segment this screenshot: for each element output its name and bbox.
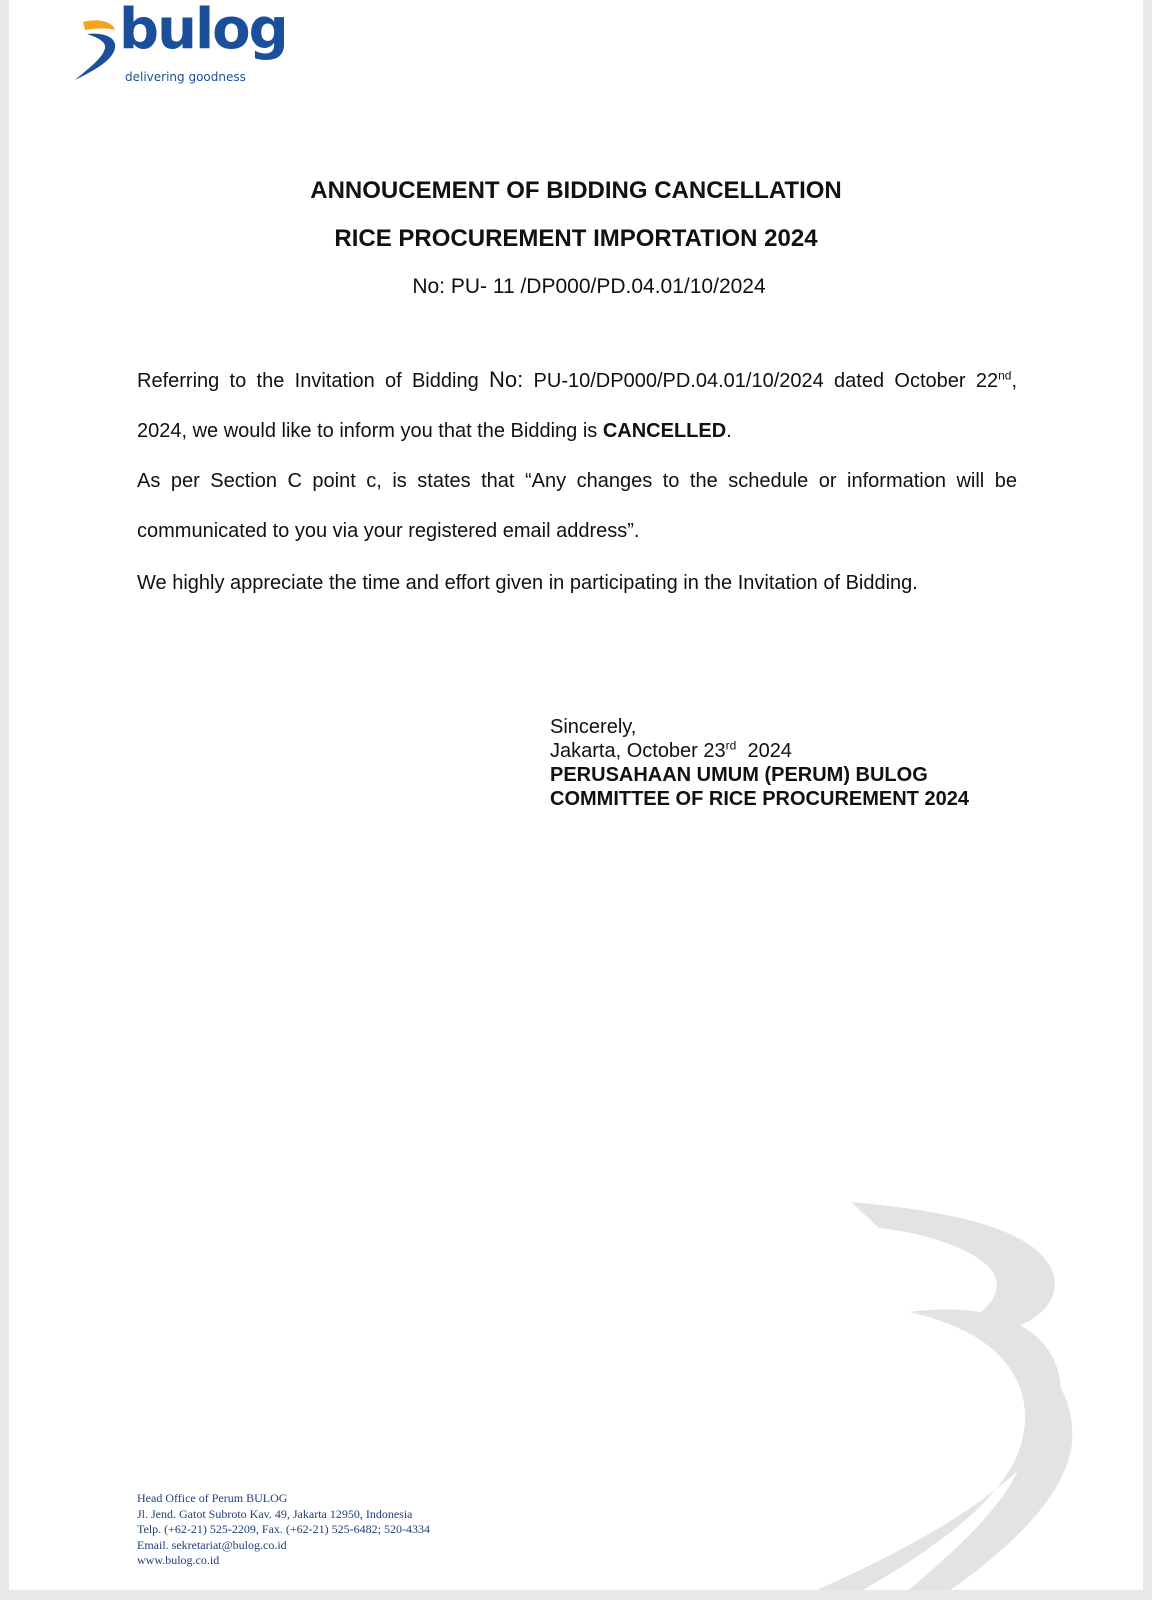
p1-ordinal: nd <box>998 368 1012 383</box>
paragraph-reference <box>137 355 1017 456</box>
closing-block <box>550 715 969 811</box>
closing-organization: PERUSAHAAN UMUM (PERUM) BULOG <box>550 764 928 786</box>
closing-place-date <box>550 739 969 763</box>
p1-text-b: PU-10/DP000/PD.04.01/10/2024 dated October 22 <box>523 370 999 392</box>
logo-wordmark: bulog <box>119 0 287 62</box>
announcement-title: ANNOUCEMENT OF BIDDING CANCELLATION <box>310 177 842 204</box>
footer-office: Head Office of Perum BULOG <box>137 1491 288 1505</box>
bulog-logo <box>69 0 299 88</box>
closing-committee: COMMITTEE OF RICE PROCUREMENT 2024 <box>550 788 969 810</box>
logo-tagline: delivering goodness <box>125 70 246 84</box>
announcement-subtitle: RICE PROCUREMENT IMPORTATION 2024 <box>334 225 818 252</box>
closing-date-text: Jakarta, October 23 <box>550 740 726 762</box>
closing-sincerely: Sincerely, <box>550 716 637 738</box>
p1-text-a: Referring to the Invitation of Bidding <box>137 370 489 392</box>
bulog-watermark-icon <box>789 1200 1089 1590</box>
bulog-swoosh-icon <box>69 18 125 84</box>
document-page <box>9 0 1143 1590</box>
closing-date-ordinal: rd <box>725 738 737 753</box>
footer-address <box>137 1491 430 1569</box>
closing-year: 2024 <box>736 740 792 762</box>
footer-street: Jl. Jend. Gatot Subroto Kav. 49, Jakarta 12950, Indonesia <box>137 1506 413 1521</box>
paragraph-appreciation: We highly appreciate the time and effort given in participating in the Invitation of Bidding. <box>137 572 918 594</box>
footer-website: www.bulog.co.id <box>137 1553 220 1567</box>
document-number: No: PU- 11 /DP000/PD.04.01/10/2024 <box>412 275 766 298</box>
letter-body <box>137 355 1017 608</box>
p1-text-c: , 2024, we would like to inform you that the Bidding is <box>137 370 1018 442</box>
paragraph-section: As per Section C point c, is states that “Any changes to the schedule or information will be communicated to you via your registered email address”. <box>137 470 1017 542</box>
p1-no-label: No: <box>489 367 524 392</box>
footer-phone: Telp. (+62-21) 525-2209, Fax. (+62-21) 525-6482; 520-4334 <box>137 1522 430 1536</box>
cancelled-label: CANCELLED <box>602 420 727 442</box>
p1-end: . <box>726 420 732 442</box>
footer-email: Email. sekretariat@bulog.co.id <box>137 1537 287 1552</box>
